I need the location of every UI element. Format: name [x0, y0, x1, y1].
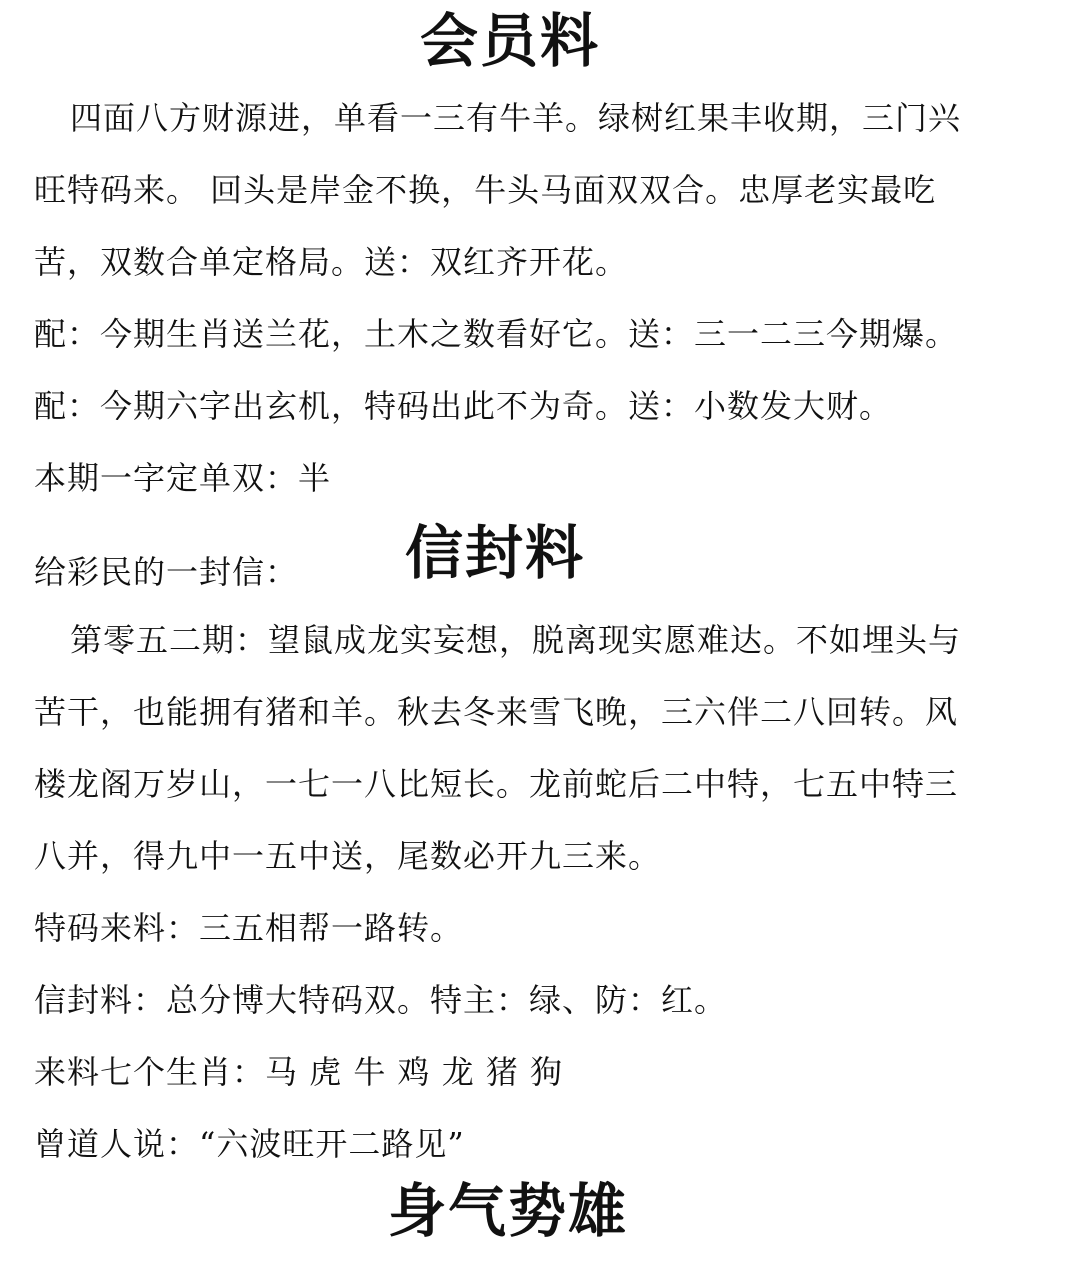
text-line: 楼龙阁万岁山，一七一八比短长。龙前蛇后二中特，七五中特三: [34, 765, 959, 803]
text-line: 曾道人说：“六波旺开二路见”: [34, 1125, 465, 1163]
section-title-shenqi: 身气势雄: [388, 1177, 629, 1245]
text-line: 苦，双数合单定格局。送：双红齐开花。: [34, 243, 629, 281]
text-line: 四面八方财源进，单看一三有牛羊。绿树红果丰收期，三门兴: [70, 99, 962, 137]
text-line: 本期一字定单双：半: [34, 459, 332, 497]
text-line: 来料七个生肖：马 虎 牛 鸡 龙 猪 狗: [34, 1053, 564, 1091]
text-line: 配：今期六字出玄机，特码出此不为奇。送：小数发大财。: [34, 387, 893, 425]
text-line: 八并，得九中一五中送，尾数必开九三来。: [34, 837, 662, 875]
text-line: 特码来料：三五相帮一路转。: [34, 909, 464, 947]
text-line: 苦干，也能拥有猪和羊。秋去冬来雪飞晚，三六伴二八回转。风: [34, 693, 959, 731]
letter-intro: 给彩民的一封信：: [34, 553, 299, 591]
text-line: 信封料：总分博大特码双。特主：绿、防：红。: [34, 981, 728, 1019]
text-line: 第零五二期：望鼠成龙实妄想，脱离现实愿难达。不如埋头与: [70, 621, 962, 659]
text-line: 配：今期生肖送兰花，土木之数看好它。送：三一二三今期爆。: [34, 315, 959, 353]
text-line: 旺特码来。 回头是岸金不换，牛头马面双双合。忠厚老实最吃: [34, 171, 937, 209]
section-title-xinfeng: 信封料: [405, 519, 586, 587]
section-title-huiyuan: 会员料: [420, 7, 601, 75]
